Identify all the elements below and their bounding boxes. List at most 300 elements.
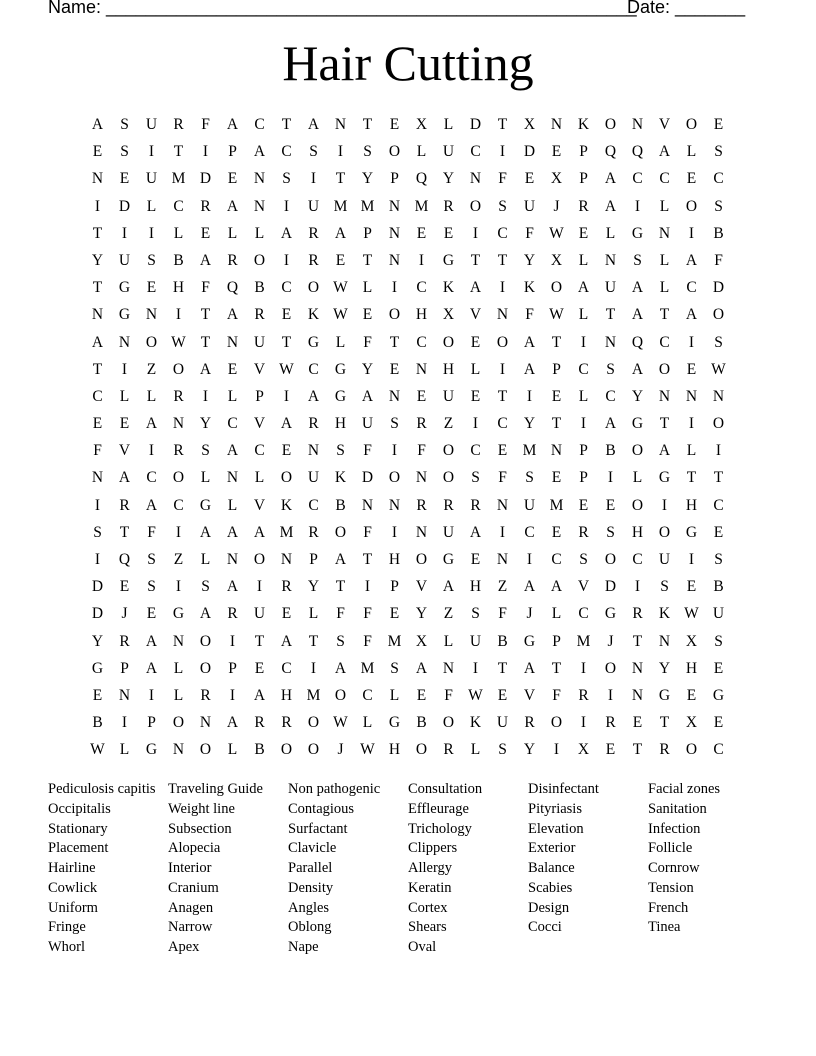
grid-letter: O [550,714,563,732]
grid-letter: O [712,415,725,433]
grid-letter: N [226,333,239,351]
grid-row [84,467,732,494]
grid-letter: L [362,279,373,297]
grid-letter: R [659,741,670,759]
grid-letter: N [388,197,401,215]
grid-letter: R [416,415,427,433]
grid-letter: E [92,143,103,161]
grid-letter: A [658,143,671,161]
grid-letter: E [605,741,616,759]
grid-letter: C [497,224,508,242]
grid-letter: A [253,686,266,704]
grid-letter: E [362,306,373,324]
grid-letter: I [553,741,560,759]
grid-letter: Y [631,387,644,405]
grid-letter: C [470,442,481,460]
grid-letter: O [604,116,617,133]
grid-row [84,495,732,522]
grid-letter: O [199,659,212,677]
grid-letter: R [119,632,130,650]
grid-letter: D [91,578,104,596]
grid-letter: V [523,686,536,704]
grid-letter: A [469,279,482,297]
grid-letter: X [577,741,590,759]
grid-letter: C [713,496,724,514]
grid-letter: R [416,496,427,514]
grid-letter: U [469,632,482,650]
grid-letter: C [551,551,562,568]
grid-letter: L [308,605,319,623]
grid-letter: L [146,197,157,215]
grid-letter: H [685,659,698,677]
grid-row [84,223,732,250]
grid-letter: O [253,251,266,269]
grid-letter: Q [631,143,644,161]
grid-letter: E [551,523,562,541]
grid-letter: W [279,360,294,378]
grid-letter: N [658,632,671,650]
grid-letter: B [497,632,508,650]
grid-letter: R [632,605,643,623]
grid-letter: N [91,469,104,487]
word-item: Clavicle [288,840,337,857]
grid-letter: N [496,551,509,568]
grid-letter: J [553,197,560,215]
grid-letter: M [414,197,429,215]
grid-letter: G [388,714,401,732]
grid-letter: I [121,224,128,242]
grid-letter: L [578,306,589,324]
grid-letter: L [578,387,589,405]
grid-letter: C [281,659,292,677]
grid-letter: R [524,714,535,732]
name-field[interactable]: Name: _____________________________________________________ [48,0,637,17]
grid-letter: E [92,415,103,433]
word-item: Occipitalis [48,800,111,817]
grid-letter: W [90,741,105,759]
grid-letter: O [469,197,482,215]
word-item: Cowlick [48,879,98,896]
grid-letter: P [579,469,588,487]
grid-letter: N [631,659,644,677]
grid-row [84,359,732,386]
grid-letter: U [145,170,158,188]
word-column [528,780,648,958]
grid-letter: Y [523,251,536,269]
grid-letter: D [199,170,212,188]
grid-letter: I [580,714,587,732]
grid-letter: O [172,714,185,732]
grid-letter: C [254,116,265,133]
grid-letter: E [578,224,589,242]
grid-letter: C [308,496,319,514]
grid-letter: E [146,279,157,297]
grid-letter: O [442,333,455,351]
grid-letter: N [334,116,347,133]
grid-letter: T [497,387,508,405]
grid-letter: P [579,442,588,460]
grid-letter: S [606,360,615,378]
word-item: Whorl [48,939,86,955]
grid-letter: X [442,306,455,324]
grid-letter: T [497,251,508,269]
grid-letter: Z [173,551,184,568]
grid-letter: N [658,387,671,405]
grid-letter: S [714,551,723,568]
grid-letter: L [254,224,265,242]
grid-letter: O [334,686,347,704]
grid-letter: S [282,170,291,188]
grid-letter: N [172,415,185,433]
grid-letter: W [711,360,726,378]
grid-row [84,114,732,141]
grid-letter: S [120,143,129,161]
word-item: Placement [48,840,109,857]
grid-letter: C [713,170,724,188]
word-item: Tension [648,879,694,896]
grid-letter: N [469,170,482,188]
grid-letter: I [94,197,101,215]
word-item: Elevation [528,820,584,837]
grid-letter: N [226,551,239,568]
grid-letter: O [442,714,455,732]
word-item: Interior [168,860,212,876]
grid-letter: T [659,415,670,433]
grid-letter: O [550,279,563,297]
grid-letter: A [604,197,617,215]
grid-letter: R [578,523,589,541]
grid-letter: A [523,659,536,677]
grid-letter: C [308,360,319,378]
grid-row [84,549,732,576]
grid-letter: O [199,632,212,650]
grid-letter: E [227,170,238,188]
grid-letter: X [415,632,428,650]
word-item: Sanitation [648,800,707,817]
word-item: Cranium [168,879,219,896]
grid-letter: R [254,714,265,732]
grid-letter: R [443,197,454,215]
grid-letter: L [227,224,238,242]
grid-letter: U [361,415,374,433]
grid-letter: M [522,442,537,460]
grid-letter: A [604,415,617,433]
grid-letter: V [253,496,266,514]
grid-letter: T [173,143,184,161]
grid-letter: S [201,578,210,596]
grid-letter: W [549,306,564,324]
grid-letter: E [227,360,238,378]
grid-letter: Q [631,333,644,351]
grid-letter: N [91,306,104,324]
grid-letter: T [497,659,508,677]
grid-letter: L [227,387,238,405]
grid-letter: U [712,605,725,623]
grid-letter: A [145,659,158,677]
grid-letter: H [469,578,482,596]
grid-letter: A [226,116,239,133]
grid-letter: I [499,143,506,161]
grid-row [84,576,732,603]
word-item: Effleurage [408,800,469,817]
grid-letter: F [525,224,534,242]
grid-letter: D [118,197,131,215]
grid-letter: I [688,415,695,433]
grid-letter: P [228,143,237,161]
grid-letter: D [361,469,374,487]
grid-letter: E [389,116,400,133]
grid-letter: N [550,442,563,460]
grid-letter: F [498,605,507,623]
grid-letter: F [498,469,507,487]
grid-letter: I [337,143,344,161]
grid-letter: U [307,469,320,487]
word-item: Facial zones [648,781,721,797]
grid-letter: W [333,306,348,324]
grid-letter: C [173,197,184,215]
grid-letter: M [360,659,375,677]
grid-letter: E [119,415,130,433]
grid-letter: S [660,578,669,596]
grid-letter: Z [146,360,157,378]
grid-row [84,304,732,331]
word-item: Infection [648,820,701,837]
word-item: Scabies [528,879,573,896]
grid-row [84,658,732,685]
grid-letter: A [604,170,617,188]
grid-row [84,386,732,413]
word-item: Cortex [408,899,448,916]
grid-letter: I [607,686,614,704]
word-column [48,780,168,958]
grid-letter: O [172,469,185,487]
grid-row [84,250,732,277]
grid-letter: O [631,496,644,514]
grid-letter: O [307,741,320,759]
grid-letter: I [94,496,101,514]
grid-letter: P [309,551,318,568]
grid-letter: I [148,224,155,242]
grid-letter: A [685,306,698,324]
grid-letter: O [280,469,293,487]
grid-letter: G [631,415,644,433]
grid-letter: U [496,714,509,732]
grid-letter: L [551,605,562,623]
grid-letter: A [631,279,644,297]
word-item: Pityriasis [528,800,582,817]
grid-letter: N [280,551,293,568]
grid-letter: N [442,659,455,677]
grid-letter: L [173,686,184,704]
grid-letter: I [175,306,182,324]
grid-letter: I [283,251,290,269]
grid-letter: G [523,632,536,650]
grid-letter: F [498,170,507,188]
grid-letter: N [604,251,617,269]
grid-letter: L [173,224,184,242]
grid-letter: R [254,306,265,324]
grid-letter: O [658,360,671,378]
grid-letter: L [200,551,211,568]
grid-letter: G [442,251,455,269]
grid-row [84,739,732,766]
date-field[interactable]: Date: _______ [627,0,746,17]
word-column [288,780,408,958]
grid-row [84,603,732,630]
grid-letter: O [388,469,401,487]
grid-letter: A [199,605,212,623]
word-item: Follicle [648,840,693,857]
grid-letter: C [713,741,724,759]
grid-letter: N [388,224,401,242]
grid-letter: A [226,714,239,732]
grid-letter: C [524,523,535,541]
grid-letter: C [362,686,373,704]
grid-row [84,440,732,467]
grid-letter: R [200,197,211,215]
grid-letter: T [551,659,562,677]
grid-letter: A [199,360,212,378]
grid-letter: B [254,741,265,759]
grid-letter: H [388,741,401,759]
grid-letter: Y [199,415,212,433]
grid-letter: L [389,686,400,704]
grid-letter: J [121,605,128,623]
grid-letter: E [92,686,103,704]
grid-letter: N [118,686,131,704]
grid-letter: O [388,306,401,324]
grid-letter: U [523,197,536,215]
grid-letter: Y [307,578,320,596]
grid-letter: E [200,224,211,242]
grid-letter: S [93,523,102,541]
grid-letter: S [471,605,480,623]
grid-letter: S [579,551,588,568]
grid-letter: O [685,741,698,759]
grid-letter: A [415,659,428,677]
grid-letter: F [417,442,426,460]
grid-letter: P [390,170,399,188]
grid-letter: M [387,632,402,650]
grid-letter: G [334,360,347,378]
grid-letter: F [336,605,345,623]
grid-letter: E [416,686,427,704]
grid-letter: E [470,387,481,405]
grid-letter: M [576,632,591,650]
grid-row [84,277,732,304]
grid-letter: G [604,605,617,623]
grid-letter: A [280,632,293,650]
grid-letter: F [93,442,102,460]
grid-letter: X [523,116,536,133]
word-item: Allergy [408,860,453,876]
grid-letter: S [714,143,723,161]
grid-row [84,196,732,223]
grid-letter: L [362,714,373,732]
grid-letter: I [499,523,506,541]
grid-letter: W [333,279,348,297]
grid-letter: E [416,224,427,242]
grid-letter: N [631,686,644,704]
grid-letter: Y [442,170,455,188]
grid-letter: Y [415,605,428,623]
grid-letter: B [605,442,616,460]
grid-letter: E [119,578,130,596]
grid-letter: P [579,143,588,161]
grid-letter: T [389,333,400,351]
grid-letter: C [686,279,697,297]
grid-letter: E [443,224,454,242]
grid-letter: O [631,442,644,460]
grid-letter: Y [361,360,374,378]
grid-letter: V [577,578,590,596]
word-item: Density [288,879,334,896]
grid-letter: S [363,143,372,161]
grid-letter: S [390,659,399,677]
grid-letter: G [172,605,185,623]
word-item: Trichology [408,820,472,837]
grid-letter: S [309,143,318,161]
grid-letter: X [415,116,428,133]
grid-letter: L [146,387,157,405]
grid-letter: R [578,197,589,215]
grid-letter: Z [443,605,454,623]
grid-letter: E [713,659,724,677]
word-item: Keratin [408,879,452,896]
grid-letter: J [526,605,533,623]
grid-letter: E [713,523,724,541]
grid-row [84,522,732,549]
grid-letter: F [444,686,453,704]
grid-letter: E [686,170,697,188]
grid-letter: I [175,578,182,596]
grid-letter: P [579,170,588,188]
grid-letter: E [551,387,562,405]
word-item: Stationary [48,820,108,837]
grid-letter: W [549,224,564,242]
word-item: Parallel [288,860,333,876]
grid-letter: E [497,686,508,704]
grid-letter: I [580,333,587,351]
grid-letter: S [471,469,480,487]
grid-letter: F [363,605,372,623]
grid-letter: O [199,741,212,759]
grid-letter: A [658,442,671,460]
grid-letter: T [362,551,373,568]
grid-letter: I [229,686,236,704]
grid-letter: U [604,279,617,297]
word-item: Exterior [528,840,576,857]
grid-letter: L [200,469,211,487]
grid-letter: N [91,170,104,188]
grid-row [84,413,732,440]
word-item: Subsection [168,820,232,837]
grid-letter: I [472,415,479,433]
word-item: Balance [528,860,575,876]
grid-letter: U [523,496,536,514]
grid-letter: I [121,360,128,378]
grid-letter: R [605,714,616,732]
grid-letter: L [443,116,454,133]
grid-letter: I [202,143,209,161]
word-item: Cornrow [648,860,700,876]
grid-letter: G [712,686,725,704]
grid-letter: I [283,197,290,215]
grid-letter: L [416,143,427,161]
grid-letter: F [201,116,210,133]
word-item: Apex [168,939,200,955]
grid-letter: F [714,251,723,269]
